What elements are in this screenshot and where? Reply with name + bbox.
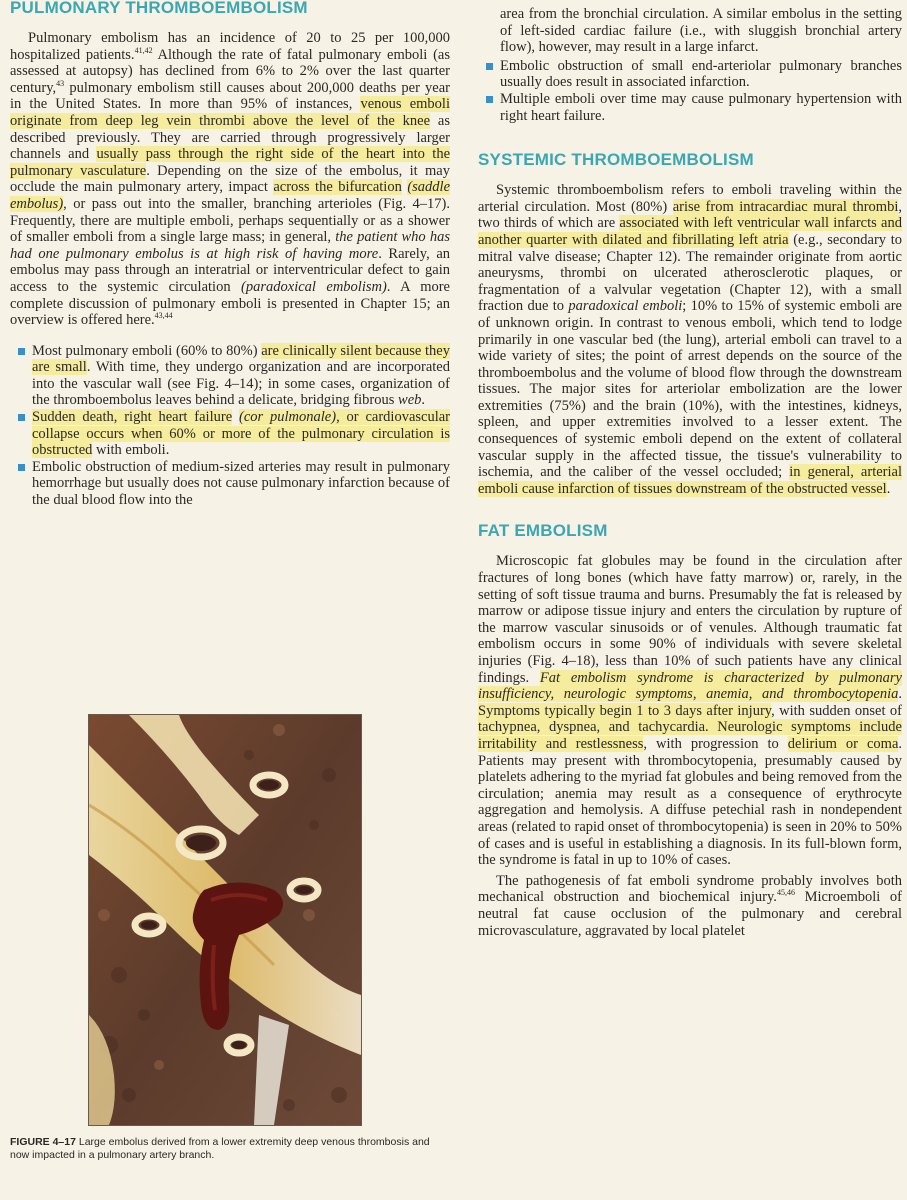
bullet-sudden-death: Sudden death, right heart failure (cor pulmonale), or cardiovascular collapse occurs when 60% or more of the pulmonary circulation is obstructed with emboli.	[10, 409, 450, 459]
paragraph-pulmonary-intro: Pulmonary embolism has an incidence of 20 to 25 per 100,000 hospitalized patients.$^{41,42}$ Although the rate of fatal pulmonary emboli (as assessed at autopsy) has declined from 6% to 2% over the last quarter century,$^{43}$ pulmonary embolism still causes about 200,000 deaths per year in the United States. In more than 95% of instances, venous emboli originate from deep leg vein thrombi above the level of the knee as described previously. They are carried through progressively larger channels and usually pass through the right side of the heart into the pulmonary vasculature. Depending on the size of the embolus, it may occlude the main pulmonary artery, impact across the bifurcation (saddle embolus), or pass out into the smaller, branching arterioles (Fig. 4–17). Frequently, there are multiple emboli, perhaps sequentially or as a shower of smaller emboli from a single large mass; in general, the patient who has had one pulmonary embolus is at high risk of having more. Rarely, an embolus may pass through an interatrial or interventricular defect to gain access to the systemic circulation (paradoxical embolism). A more complete discussion of pulmonary emboli is presented in Chapter 15; an overview is offered here.$^{43,44}$	[10, 30, 451, 329]
bullet-medium-arteries: Embolic obstruction of medium-sized arteries may result in pulmonary hemorrhage but usually does not cause pulmonary infarction because of the dual blood flow into the	[10, 459, 450, 509]
pulmonary-bullet-list	[10, 343, 450, 509]
bullet-square-icon	[486, 96, 493, 103]
bullet-square-icon	[18, 414, 25, 421]
embolus-photo-illustration	[89, 715, 361, 1125]
paragraph-fat-pathogenesis: The pathogenesis of fat emboli syndrome probably involves both mechanical obstruction and biochemical injury.$^{45,46}$ Microemboli of neutral fat cause occlusion of the pulmonary and cerebral microvasculature, aggravated by local platelet	[478, 872, 902, 939]
right-bullet-list	[478, 58, 902, 124]
paragraph-continuation: area from the bronchial circulation. A similar embolus in the setting of left-sided cardiac failure (i.e., with sluggish bronchial artery flow), however, may result in a large infarct.	[500, 6, 902, 56]
bullet-square-icon	[486, 63, 493, 70]
paragraph-fat-embolism: Microscopic fat globules may be found in the circulation after fractures of long bones (which have fatty marrow) or, rarely, in the setting of soft tissue trauma and burns. Presumably the fat is released by marrow or adipose tissue injury and enters the circulation by rupture of the marrow vascular sinusoids or of venules. Although traumatic fat embolism occurs in some 90% of individuals with severe skeletal injuries (Fig. 4–18), less than 10% of such patients have any clinical findings. Fat embolism syndrome is characterized by pulmonary insufficiency, neurologic symptoms, anemia, and thrombocytopenia. Symptoms typically begin 1 to 3 days after injury, with sudden onset of tachypnea, dyspnea, and tachycardia. Neurologic symptoms include irritability and restlessness, with progression to delirium or coma. Patients may present with thrombocytopenia, presumably caused by platelets adhering to the myriad fat globules and being removed from the circulation; anemia may result as a consequence of erythrocyte aggregation and hemolysis. A diffuse petechial rash in nondependent areas (related to rapid onset of thrombocytopenia) is seen in 20% to 50% of cases and is useful in establishing a diagnosis. In its full-blown form, the syndrome is fatal in up to 10% of cases.	[478, 553, 903, 869]
right-column	[478, 0, 902, 939]
section-title-systemic: SYSTEMIC THROMBOEMBOLISM	[478, 150, 754, 170]
section-title-pulmonary: PULMONARY THROMBOEMBOLISM	[10, 0, 308, 17]
bullet-small-arterioles: Embolic obstruction of small end-arteriolar pulmonary branches usually does result in associated infarction.	[478, 58, 902, 91]
left-column	[10, 0, 450, 509]
bullet-square-icon	[18, 464, 25, 471]
bullet-clinically-silent: Most pulmonary emboli (60% to 80%) are clinically silent because they are small. With time, they undergo organization and are incorporated into the vascular wall (see Fig. 4–14); in some cases, organization of the thromboembolus leaves behind a delicate, bridging fibrous web.	[10, 343, 450, 409]
section-title-fat-embolism: FAT EMBOLISM	[478, 521, 608, 541]
figure-4-17-photo	[88, 714, 362, 1126]
figure-caption: FIGURE 4–17 Large embolus derived from a lower extremity deep venous thrombosis and now impacted in a pulmonary artery branch.	[10, 1136, 430, 1161]
bullet-square-icon	[18, 348, 25, 355]
bullet-multiple-emboli: Multiple emboli over time may cause pulmonary hypertension with right heart failure.	[478, 91, 902, 124]
paragraph-systemic: Systemic thromboembolism refers to emboli traveling within the arterial circulation. Most (80%) arise from intracardiac mural thrombi, two thirds of which are associated with left ventricular wall infarcts and another quarter with dilated and fibrillating left atria (e.g., secondary to mitral valve disease; Chapter 12). The remainder originate from aortic aneurysms, thrombi on ulcerated atherosclerotic plaques, or fragmentation of a valvular vegetation (Chapter 12), with a small fraction due to paradoxical emboli; 10% to 15% of systemic emboli are of unknown origin. In contrast to venous emboli, which tend to lodge primarily in one vascular bed (the lung), arterial emboli can travel to a wide variety of sites; the point of arrest depends on the source of the thromboembolus and the volume of blood flow through the downstream tissues. The major sites for arteriolar embolization are the lower extremities (75%) and the brain (10%), with the intestines, kidneys, spleen, and upper extremities involved to a lesser extent. The consequences of systemic emboli depend on the extent of collateral vascular supply in the affected tissue, the tissue's vulnerability to ischemia, and the caliber of the vessel occluded; in general, arterial emboli cause infarction of tissues downstream of the obstructed vessel.	[478, 182, 902, 497]
